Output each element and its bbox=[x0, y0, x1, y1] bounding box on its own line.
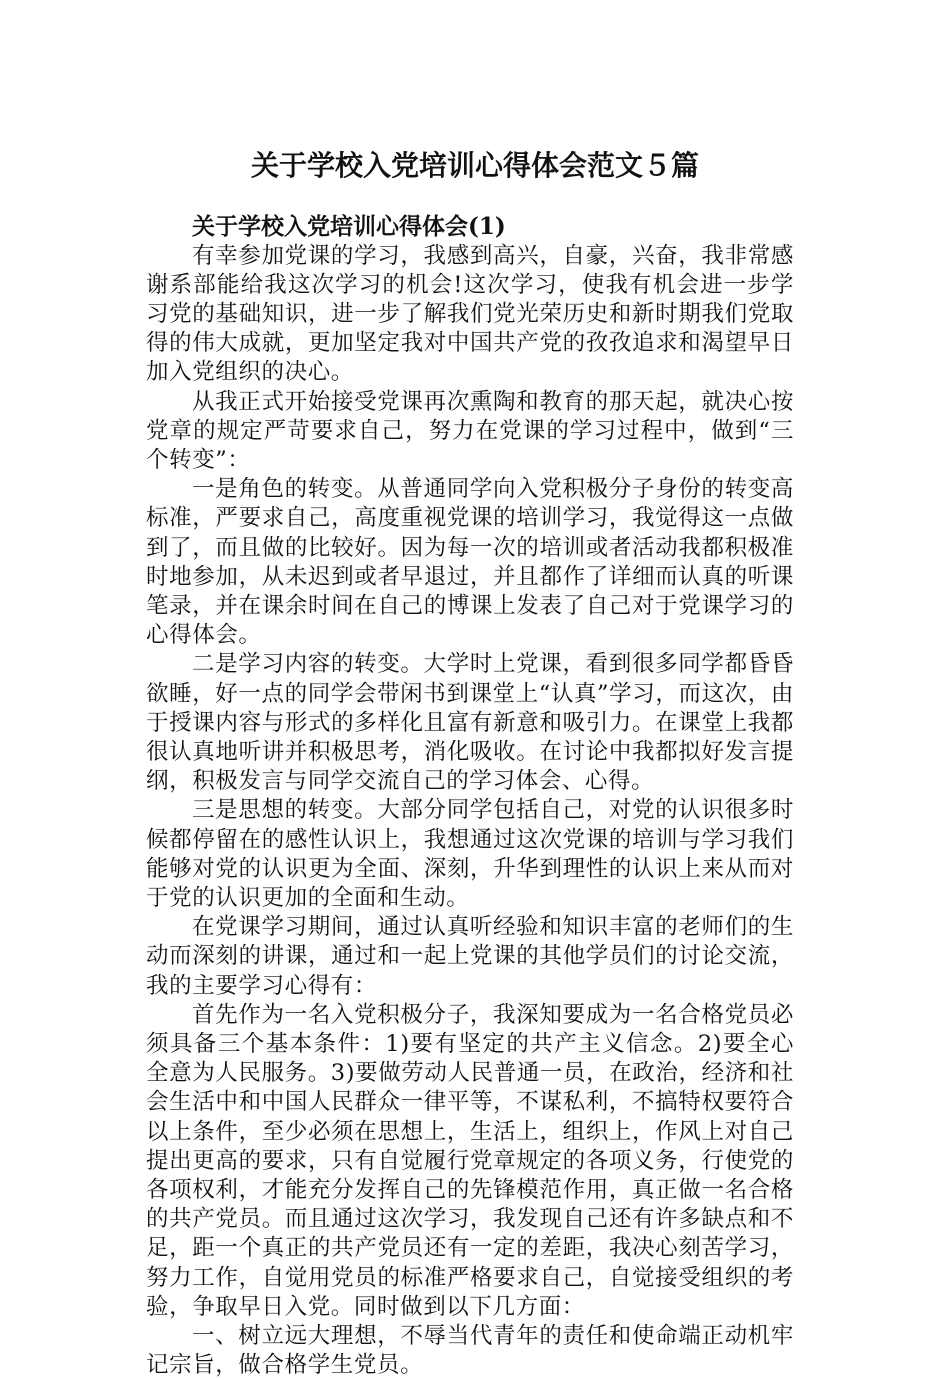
document-title: 关于学校入党培训心得体会范文５篇 bbox=[250, 149, 699, 182]
section-heading: 关于学校入党培训心得体会(1) bbox=[192, 213, 506, 240]
paragraph: 一是角色的转变。从普通同学向入党积极分子身份的转变高标准，严要求自己，高度重视党课的培训学习，我觉得这一点做到了，而且做的比较好。因为每一次的培训或者活动我都积极准时地参加，从未迟到或者早退过，并且都作了详细而认真的听课笔录，并在课余时间在自己的博课上发表了自己对于党课学习的心得体会。 bbox=[146, 476, 794, 649]
document-body bbox=[146, 212, 794, 1380]
paragraph: 有幸参加党课的学习，我感到高兴，自豪，兴奋，我非常感谢系部能给我这次学习的机会!这次学习，使我有机会进一步学习党的基础知识，进一步了解我们党光荣历史和新时期我们党取得的伟大成就，更加坚定我对中国共产党的孜孜追求和渴望早日加入党组织的决心。 bbox=[146, 242, 794, 386]
paragraph: 首先作为一名入党积极分子，我深知要成为一名合格党员必须具备三个基本条件：1)要有坚定的共产主义信念。2)要全心全意为人民服务。3)要做劳动人民普通一员，在政治，经济和社会生活中和中国人民群众一律平等，不谋私利，不搞特权要符合以上条件，至少必须在思想上，生活上，组织上，作风上对自己提出更高的要求，只有自觉履行党章规定的各项义务，行使党的各项权利，才能充分发挥自己的先锋模范作用，真正做一名合格的共产党员。而且通过这次学习，我发现自己还有许多缺点和不足，距一个真正的共产党员还有一定的差距，我决心刻苦学习，努力工作，自觉用党员的标准严格要求自己，自觉接受组织的考验，争取早日入党。同时做到以下几方面： bbox=[146, 1001, 794, 1320]
paragraph: 二是学习内容的转变。大学时上党课，看到很多同学都昏昏欲睡，好一点的同学会带闲书到课堂上“认真”学习，而这次，由于授课内容与形式的多样化且富有新意和吸引力。在课堂上我都很认真地听讲并积极思考，消化吸收。在讨论中我都拟好发言提纲，积极发言与同学交流自己的学习体会、心得。 bbox=[146, 651, 794, 795]
paragraph: 一、树立远大理想，不辱当代青年的责任和使命端正动机牢记宗旨，做合格学生党员。 bbox=[146, 1323, 794, 1379]
paragraph: 在党课学习期间，通过认真听经验和知识丰富的老师们的生动而深刻的讲课，通过和一起上党课的其他学员们的讨论交流，我的主要学习心得有： bbox=[146, 914, 794, 999]
paragraph: 从我正式开始接受党课再次熏陶和教育的那天起，就决心按党章的规定严苛要求自己，努力在党课的学习过程中，做到“三个转变”： bbox=[146, 388, 794, 473]
paragraph: 三是思想的转变。大部分同学包括自己，对党的认识很多时候都停留在的感性认识上，我想通过这次党课的培训与学习我们能够对党的认识更为全面、深刻，升华到理性的认识上来从而对于党的认识更加的全面和生动。 bbox=[146, 797, 794, 911]
